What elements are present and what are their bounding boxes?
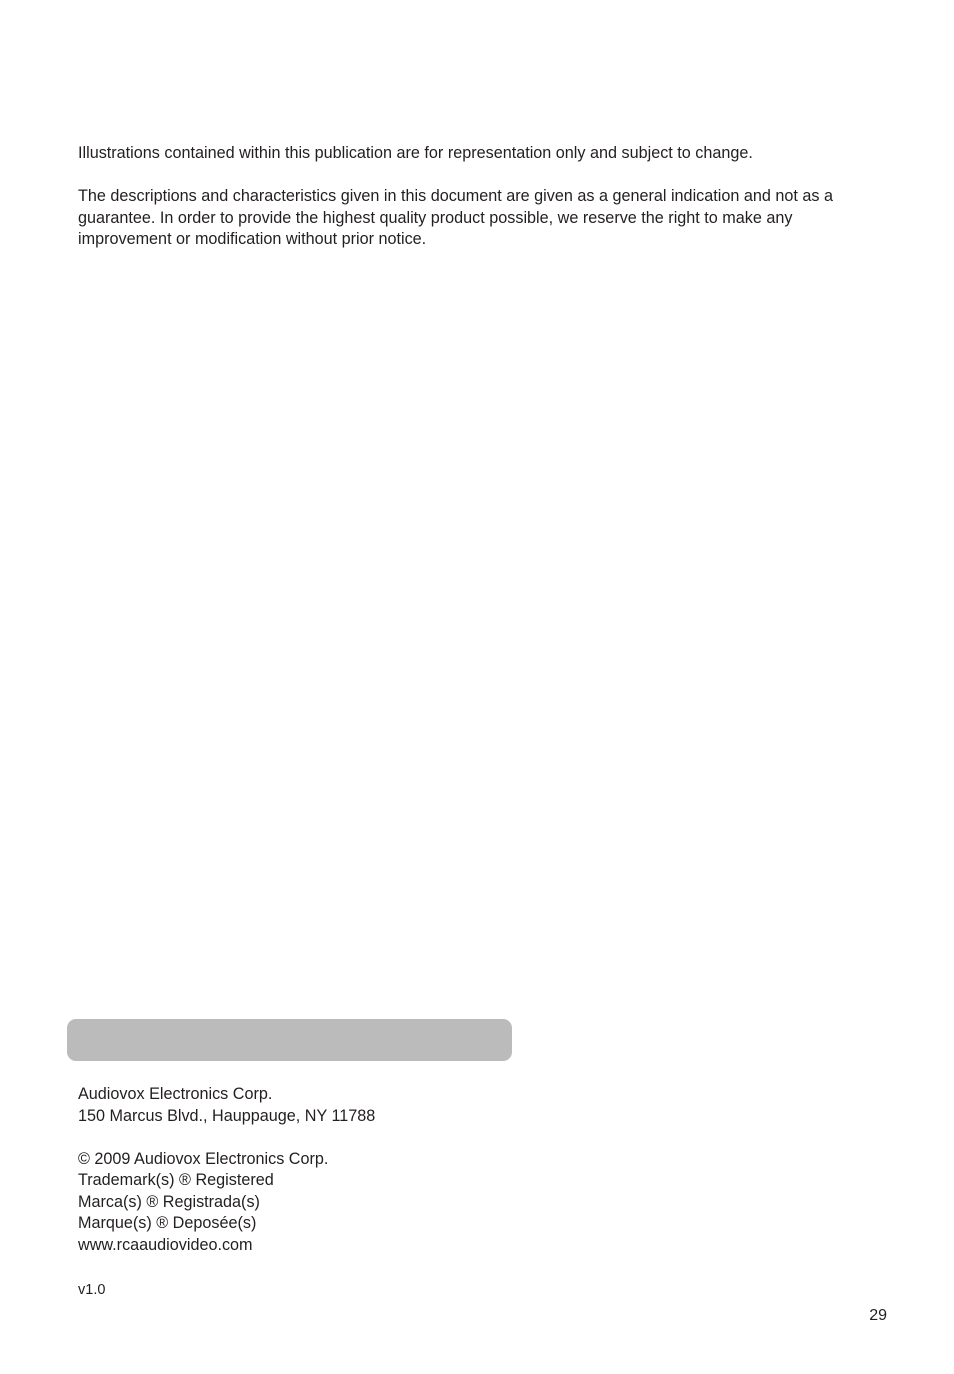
- spacer: [78, 1127, 578, 1149]
- website-link[interactable]: www.rcaaudiovideo.com: [78, 1235, 253, 1254]
- company-info: [78, 1084, 578, 1256]
- version-label: v1.0: [78, 1282, 106, 1298]
- section-bar: [67, 1019, 512, 1061]
- trademark-english: Trademark(s) ® Registered: [78, 1171, 274, 1189]
- company-address: 150 Marcus Blvd., Hauppauge, NY 11788: [78, 1106, 376, 1125]
- copyright-line: © 2009 Audiovox Electronics Corp.: [78, 1149, 329, 1168]
- descriptions-notice: The descriptions and characteristics given in this document are given as a general indication and not as a guarantee. In order to provide the highest quality product possible, we reserve the right to make any improvement or modification without prior notice.: [78, 187, 833, 248]
- trademark-spanish: Marca(s) ® Registrada(s): [78, 1192, 260, 1211]
- trademark-french: Marque(s) ® Deposée(s): [78, 1214, 257, 1232]
- illustrations-notice: Illustrations contained within this publication are for representation only and subject to change.: [78, 144, 753, 162]
- page-number: 29: [869, 1307, 887, 1324]
- company-name: Audiovox Electronics Corp.: [78, 1085, 273, 1103]
- disclaimer-section: [78, 143, 878, 251]
